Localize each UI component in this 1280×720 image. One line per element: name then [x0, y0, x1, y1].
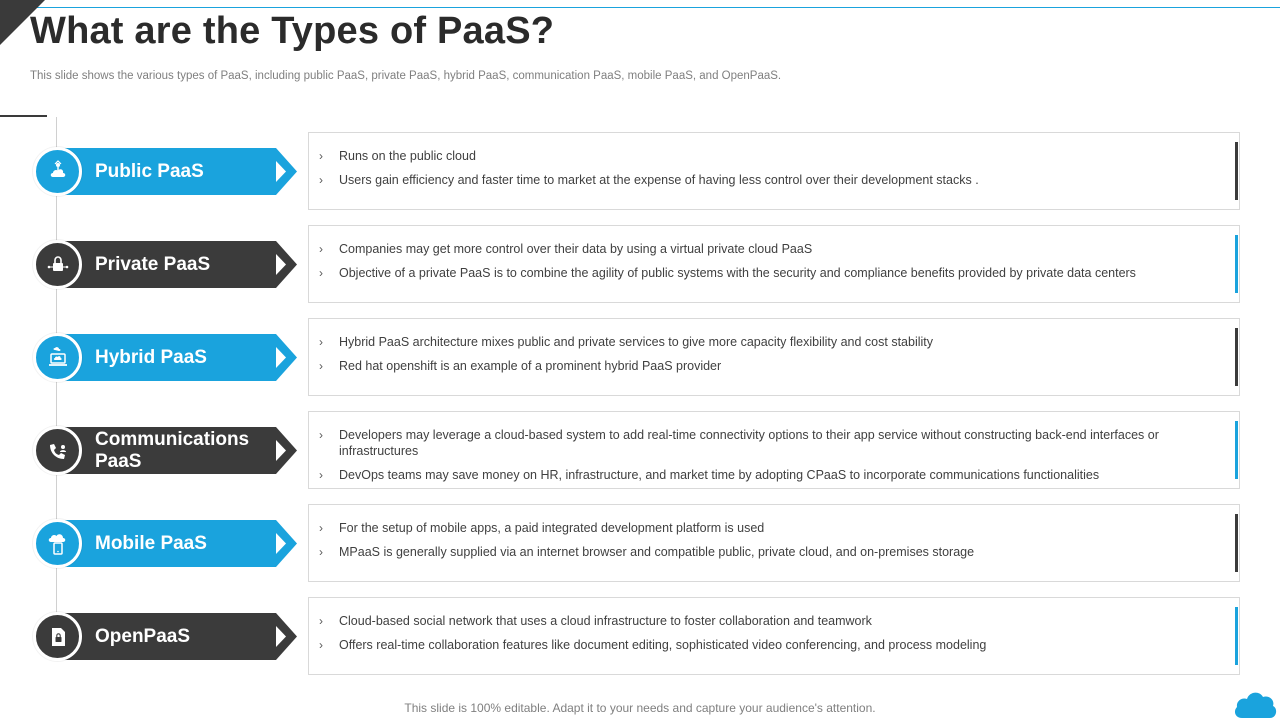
footer-note: This slide is 100% editable. Adapt it to your needs and capture your audience's attention.	[404, 701, 876, 715]
bullet-text: Offers real-time collaboration features like document editing, sophisticated video conferencing, and process modeling	[339, 638, 987, 652]
description-box	[308, 318, 1240, 396]
type-badge	[33, 426, 82, 475]
description-box	[308, 597, 1240, 675]
bullet-list	[319, 427, 1199, 491]
type-label: Communications PaaS	[95, 428, 250, 472]
type-badge	[33, 519, 82, 568]
type-badge	[33, 612, 82, 661]
lock-doc-icon	[46, 625, 70, 649]
bullet-text: Runs on the public cloud	[339, 149, 476, 163]
chevron-right-icon: ›	[319, 428, 323, 442]
type-label: Mobile PaaS	[95, 532, 207, 554]
bullet-list	[319, 334, 1199, 382]
paas-row	[0, 411, 1280, 489]
bullet-point	[319, 265, 1199, 281]
bullet-point	[319, 637, 1199, 653]
bullet-point	[319, 148, 1199, 164]
type-banner	[38, 520, 298, 567]
type-banner	[38, 148, 298, 195]
phone-user-icon	[46, 439, 70, 463]
paas-row	[0, 318, 1280, 396]
type-label: Private PaaS	[95, 253, 211, 275]
chevron-right-icon: ›	[319, 545, 323, 559]
box-accent-bar	[1235, 607, 1238, 665]
description-box	[308, 411, 1240, 489]
bullet-point	[319, 172, 1199, 188]
paas-row	[0, 132, 1280, 210]
paas-row	[0, 225, 1280, 303]
type-banner	[38, 613, 298, 660]
paas-row	[0, 504, 1280, 582]
laptop-cloud-icon	[46, 346, 70, 370]
chevron-right-icon: ›	[319, 335, 323, 349]
chevron-right-icon: ›	[319, 266, 323, 280]
top-accent-rule	[0, 7, 1280, 8]
bullet-text: Objective of a private PaaS is to combine the agility of public systems with the security and compliance benefits provided by private data centers	[339, 266, 1136, 280]
bullet-text: Hybrid PaaS architecture mixes public and private services to give more capacity flexibility and cost stability	[339, 335, 934, 349]
bullet-point	[319, 358, 1199, 374]
description-box	[308, 504, 1240, 582]
bullet-list	[319, 241, 1199, 289]
box-accent-bar	[1235, 421, 1238, 479]
type-label: OpenPaaS	[95, 625, 191, 647]
bullet-text: Companies may get more control over their data by using a virtual private cloud PaaS	[339, 242, 813, 256]
chevron-right-icon: ›	[319, 242, 323, 256]
chevron-right-icon: ›	[319, 173, 323, 187]
bullet-text: DevOps teams may save money on HR, infrastructure, and market time by adopting CPaaS to incorporate communications functionalities	[339, 468, 1100, 482]
box-accent-bar	[1235, 328, 1238, 386]
box-accent-bar	[1235, 235, 1238, 293]
box-accent-bar	[1235, 514, 1238, 572]
bullet-text: Users gain efficiency and faster time to market at the expense of having less control over their development stacks .	[339, 173, 979, 187]
mobile-cloud-icon	[46, 532, 70, 556]
bullet-text: Cloud-based social network that uses a cloud infrastructure to foster collaboration and teamwork	[339, 614, 872, 628]
bullet-point	[319, 520, 1199, 536]
type-banner	[38, 334, 298, 381]
box-accent-bar	[1235, 142, 1238, 200]
bullet-text: MPaaS is generally supplied via an internet browser and compatible public, private cloud, and on-premises storage	[339, 545, 975, 559]
bullet-point	[319, 544, 1199, 560]
bullet-text: For the setup of mobile apps, a paid integrated development platform is used	[339, 521, 765, 535]
chevron-right-icon: ›	[319, 638, 323, 652]
type-banner	[38, 427, 298, 474]
bullet-text: Red hat openshift is an example of a prominent hybrid PaaS provider	[339, 359, 722, 373]
type-badge	[33, 240, 82, 289]
type-badge	[33, 333, 82, 382]
chevron-right-icon: ›	[319, 149, 323, 163]
chevron-right-icon: ›	[319, 359, 323, 373]
bullet-list	[319, 148, 1199, 196]
type-badge	[33, 147, 82, 196]
bullet-text: Developers may leverage a cloud-based system to add real-time connectivity options to their app service without constructing back-end interfaces or infrastructures	[339, 428, 1159, 458]
title-underline	[0, 115, 47, 117]
cloud-logo-icon	[1232, 688, 1278, 720]
lock-network-icon	[46, 253, 70, 277]
type-label: Hybrid PaaS	[95, 346, 207, 368]
cloud-user-icon	[46, 160, 70, 184]
description-box	[308, 225, 1240, 303]
bullet-list	[319, 613, 1199, 661]
bullet-list	[319, 520, 1199, 568]
type-banner	[38, 241, 298, 288]
bullet-point	[319, 427, 1199, 459]
bullet-point	[319, 334, 1199, 350]
bullet-point	[319, 241, 1199, 257]
paas-row	[0, 597, 1280, 675]
type-label: Public PaaS	[95, 160, 204, 182]
description-box	[308, 132, 1240, 210]
bullet-point	[319, 613, 1199, 629]
chevron-right-icon: ›	[319, 468, 323, 482]
bullet-point	[319, 467, 1199, 483]
chevron-right-icon: ›	[319, 521, 323, 535]
slide-title: What are the Types of PaaS?	[30, 10, 555, 52]
chevron-right-icon: ›	[319, 614, 323, 628]
slide-subtitle: This slide shows the various types of PaaS, including public PaaS, private PaaS, hybrid PaaS, communication PaaS, mobile PaaS, and OpenPaaS.	[30, 70, 782, 82]
